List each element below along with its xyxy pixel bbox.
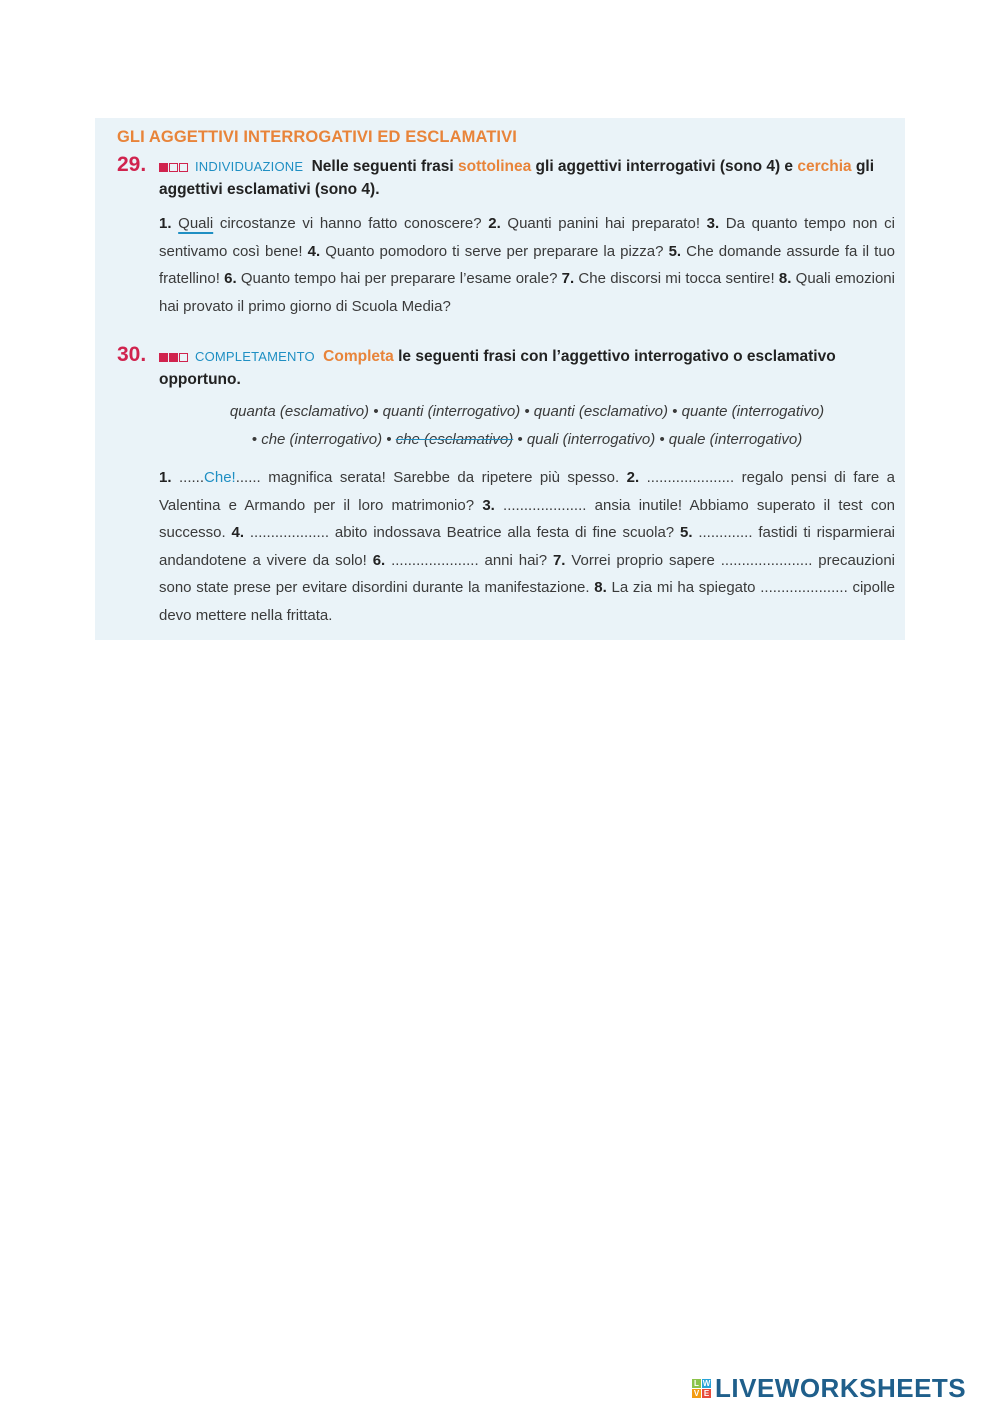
sentence-blank[interactable]: ..................... regalo pensi di fare a Valentina e Armando per il loro matrimonio?: [159, 469, 895, 514]
exercise-29: [117, 153, 895, 320]
option-text: • quali (interrogativo) • quale (interrogativo): [513, 431, 803, 448]
instruction-highlight: Completa: [323, 348, 394, 365]
difficulty-level-icon: [159, 157, 189, 179]
instruction-highlight: sottolinea: [458, 158, 532, 175]
sentence-number: 8.: [778, 270, 792, 287]
sentence[interactable]: Quali emozioni hai provato il primo giorno di Scuola Media?: [159, 270, 895, 315]
sentence-number: 4.: [231, 524, 245, 541]
instruction-highlight: cerchia: [797, 158, 852, 175]
sentence[interactable]: Quanto tempo hai per preparare l’esame orale?: [236, 270, 562, 287]
exercise-30-heading: [117, 343, 895, 391]
options-line: quanta (esclamativo) • quanti (interrogativo) • quanti (esclamativo) • quante (interrogativo): [229, 403, 825, 420]
logo-mark-icon: [692, 1379, 711, 1398]
sentence[interactable]: Da quanto tempo non ci sentivamo così bene!: [159, 215, 895, 260]
sentence-blank[interactable]: ............. fastidi ti risparmierai andandotene a vivere da solo!: [159, 524, 895, 569]
sentence: ...... magnifica serata! Sarebbe da ripetere più spesso.: [235, 469, 627, 486]
option-text: • che (interrogativo) •: [251, 431, 396, 448]
difficulty-level-icon: [159, 347, 189, 369]
exercise-30: [117, 343, 896, 629]
sentence-blank[interactable]: ..................... anni hai?: [385, 551, 553, 569]
sentence-number: 3.: [482, 496, 495, 514]
sentence-number: 5.: [668, 242, 682, 260]
sentence-number: 6.: [224, 270, 237, 287]
sentence: ......: [171, 469, 205, 486]
logo-letter: W: [702, 1379, 711, 1388]
sentence-number: 2.: [488, 215, 501, 232]
sentence[interactable]: Quanti panini hai preparato!: [500, 215, 707, 232]
sentence-blank[interactable]: Vorrei proprio sapere ...................... precauzioni sono state prese per evitare disordini durante la manifestazione.: [159, 551, 896, 596]
logo-letter: E: [703, 1389, 710, 1398]
exercise-number: 29.: [117, 153, 147, 176]
exercise-29-sentences: [117, 210, 895, 320]
options-line: [159, 426, 895, 454]
sentence-number: 5.: [679, 524, 693, 541]
sentence-blank[interactable]: ................... abito indossava Beatrice alla festa di fine scuola?: [244, 524, 680, 541]
exercise-kind: INDIVIDUAZIONE: [195, 159, 304, 174]
sentence-number: 1.: [159, 215, 172, 232]
logo-letter: L: [692, 1379, 701, 1388]
sentence[interactable]: Che discorsi mi tocca sentire!: [574, 270, 779, 287]
sentence-number: 3.: [706, 215, 720, 232]
sentence[interactable]: Quanto pomodoro ti serve per preparare la pizza?: [320, 242, 669, 260]
section-title: GLI AGGETTIVI INTERROGATIVI ED ESCLAMATIVI: [117, 128, 517, 146]
instruction-text: gli aggettivi interrogativi (sono 4) e: [531, 158, 798, 175]
logo-text: LIVEWORKSHEETS: [715, 1373, 967, 1403]
logo-letter: V: [693, 1389, 700, 1398]
instruction-text: Nelle seguenti frasi: [311, 158, 459, 175]
exercise-kind: COMPLETAMENTO: [195, 349, 315, 364]
sentence-number: 4.: [307, 242, 321, 260]
liveworksheets-logo: [692, 1373, 966, 1404]
sentence-number: 8.: [594, 579, 607, 596]
instruction-text: gli aggettivi esclamativi (sono 4).: [159, 158, 875, 198]
exercise-panel: [95, 118, 905, 640]
filled-answer[interactable]: Che!: [204, 469, 236, 486]
instruction-text: le seguenti frasi con l’aggettivo interrogativo o esclamativo opportuno.: [159, 348, 836, 388]
exercise-29-heading: [117, 153, 895, 201]
sentence-number: 1.: [159, 469, 172, 486]
exercise-number: 30.: [117, 343, 147, 366]
sentence-number: 7.: [552, 551, 566, 569]
sentence-blank[interactable]: .................... ansia inutile! Abbiamo superato il test con successo.: [159, 496, 896, 541]
sentence[interactable]: Che domande assurde fa il tuo fratellino!: [159, 242, 895, 287]
exercise-30-sentences: [117, 464, 895, 629]
word-options: [117, 398, 895, 454]
sentence-number: 7.: [561, 270, 575, 287]
sentence[interactable]: circostanze vi hanno fatto conoscere?: [213, 215, 489, 232]
underlined-word[interactable]: Quali: [178, 215, 214, 232]
sentence-number: 6.: [372, 551, 386, 569]
used-option: che (esclamativo): [395, 431, 514, 448]
sentence-blank[interactable]: La zia mi ha spiegato ..................... cipolle devo mettere nella frittata.: [159, 579, 896, 624]
sentence-number: 2.: [626, 469, 640, 486]
